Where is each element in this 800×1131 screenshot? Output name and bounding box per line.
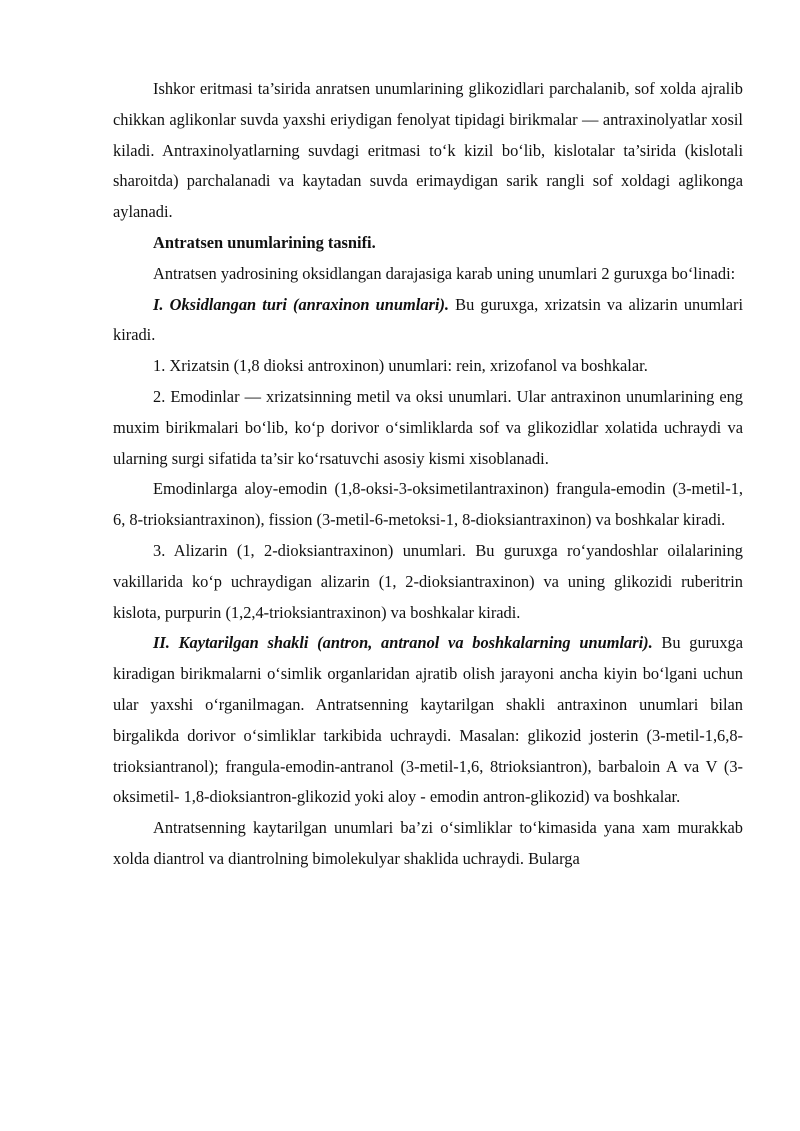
section-heading — [113, 228, 743, 259]
paragraph-text: 3. Alizarin (1, 2-dioksiantraxinon) unumlari. Bu guruxga ro‘yandoshlar oilalarining vakillarida ko‘p uchraydigan alizarin (1, 2-dioksiantraxinon) va uning glikozidi ruberitrin kislota, purpurin (1,2,4-trioksiantraxinon) va boshkalar kiradi. — [113, 540, 743, 622]
paragraph-text: 1. Xrizatsin (1,8 dioksi antroxinon) unumlari: rein, xrizofanol va boshkalar. — [153, 356, 648, 376]
paragraph-text: Ishkor eritmasi ta’sirida anratsen unumlarining glikozidlari parchalanib, sof xolda ajralib chikkan aglikonlar suvda yaxshi eriydigan fenolyat tipidagi birikmalar — antraxinolyatlar xosil kiladi. Antraxinolyatlarning suvdagi eritmasi to‘k kizil bo‘lib, kislotalar ta’sirida (kislotali sharoitda) parchalanadi va kaytadan suvda erimaydigan sarik rangli sof xoldagi aglikonga aylanadi. — [113, 79, 743, 222]
paragraph-kaytarilgan — [113, 628, 743, 813]
paragraph-emodinlarga — [113, 474, 743, 536]
paragraph-oksidlangan — [113, 290, 743, 352]
subheading-text: I. Oksidlangan turi (anraxinon unumlari). — [153, 294, 450, 314]
paragraph-xrizatsin — [113, 351, 743, 382]
paragraph-yadro — [113, 259, 743, 290]
paragraph-diantrol — [113, 813, 743, 875]
paragraph-alizarin — [113, 536, 743, 628]
paragraph-text: Antratsenning kaytarilgan unumlari ba’zi o‘simliklar to‘kimasida yana xam murakkab xolda diantrol va diantrolning bimolekulyar shaklida uchraydi. Bularga — [113, 818, 743, 868]
subheading-text: II. Kaytarilgan shakli (antron, antranol va boshkalarning unumlari). — [153, 633, 653, 653]
body-text — [113, 74, 743, 875]
paragraph-text: Antratsen yadrosining oksidlangan darajasiga karab uning unumlari 2 guruxga bo‘linadi: — [153, 263, 736, 283]
paragraph-text: Emodinlarga aloy-emodin (1,8-oksi-3-oksimetilantraxinon) frangula-emodin (3-metil-1, 6, 8-trioksiantraxinon), fission (3-metil-6-metoksi-1, 8-dioksiantraxinon) va boshkalar kiradi. — [113, 479, 743, 530]
paragraph-text: Bu guruxga kiradigan birikmalarni o‘simlik organlaridan ajratib olish jarayoni ancha kiyin bo‘lgani uchun ular yaxshi o‘rganilmagan. Antratsenning kaytarilgan shakli antraxinon unumlari bilan birgalikda dorivor o‘simliklar tarkibida uchraydi. Masalan: glikozid josterin (3-metil-1,6,8-trioksiantranol); frangula-emodin-antranol (3-metil-1,6, 8trioksiantron), barbaloin A va V (3-oksimetil- 1,8-dioksiantron-glikozid yoki aloy - emodin antron-glikozid) va boshkalar. — [113, 633, 743, 807]
paragraph-emodinlar — [113, 382, 743, 474]
paragraph-text: Bu guruxga, xrizatsin va alizarin unumlari kiradi. — [113, 294, 743, 345]
paragraph-ishkor — [113, 74, 743, 228]
paragraph-text: 2. Emodinlar — xrizatsinning metil va oksi unumlari. Ular antraxinon unumlarining eng muxim birikmalari bo‘lib, ko‘p dorivor o‘simliklarda sof va glikozidlar xolatida uchraydi va ularning surgi sifatida ta’sir ko‘rsatuvchi asosiy kismi xisoblanadi. — [113, 386, 743, 468]
heading-text: Antratsen unumlarining tasnifi. — [153, 232, 376, 252]
